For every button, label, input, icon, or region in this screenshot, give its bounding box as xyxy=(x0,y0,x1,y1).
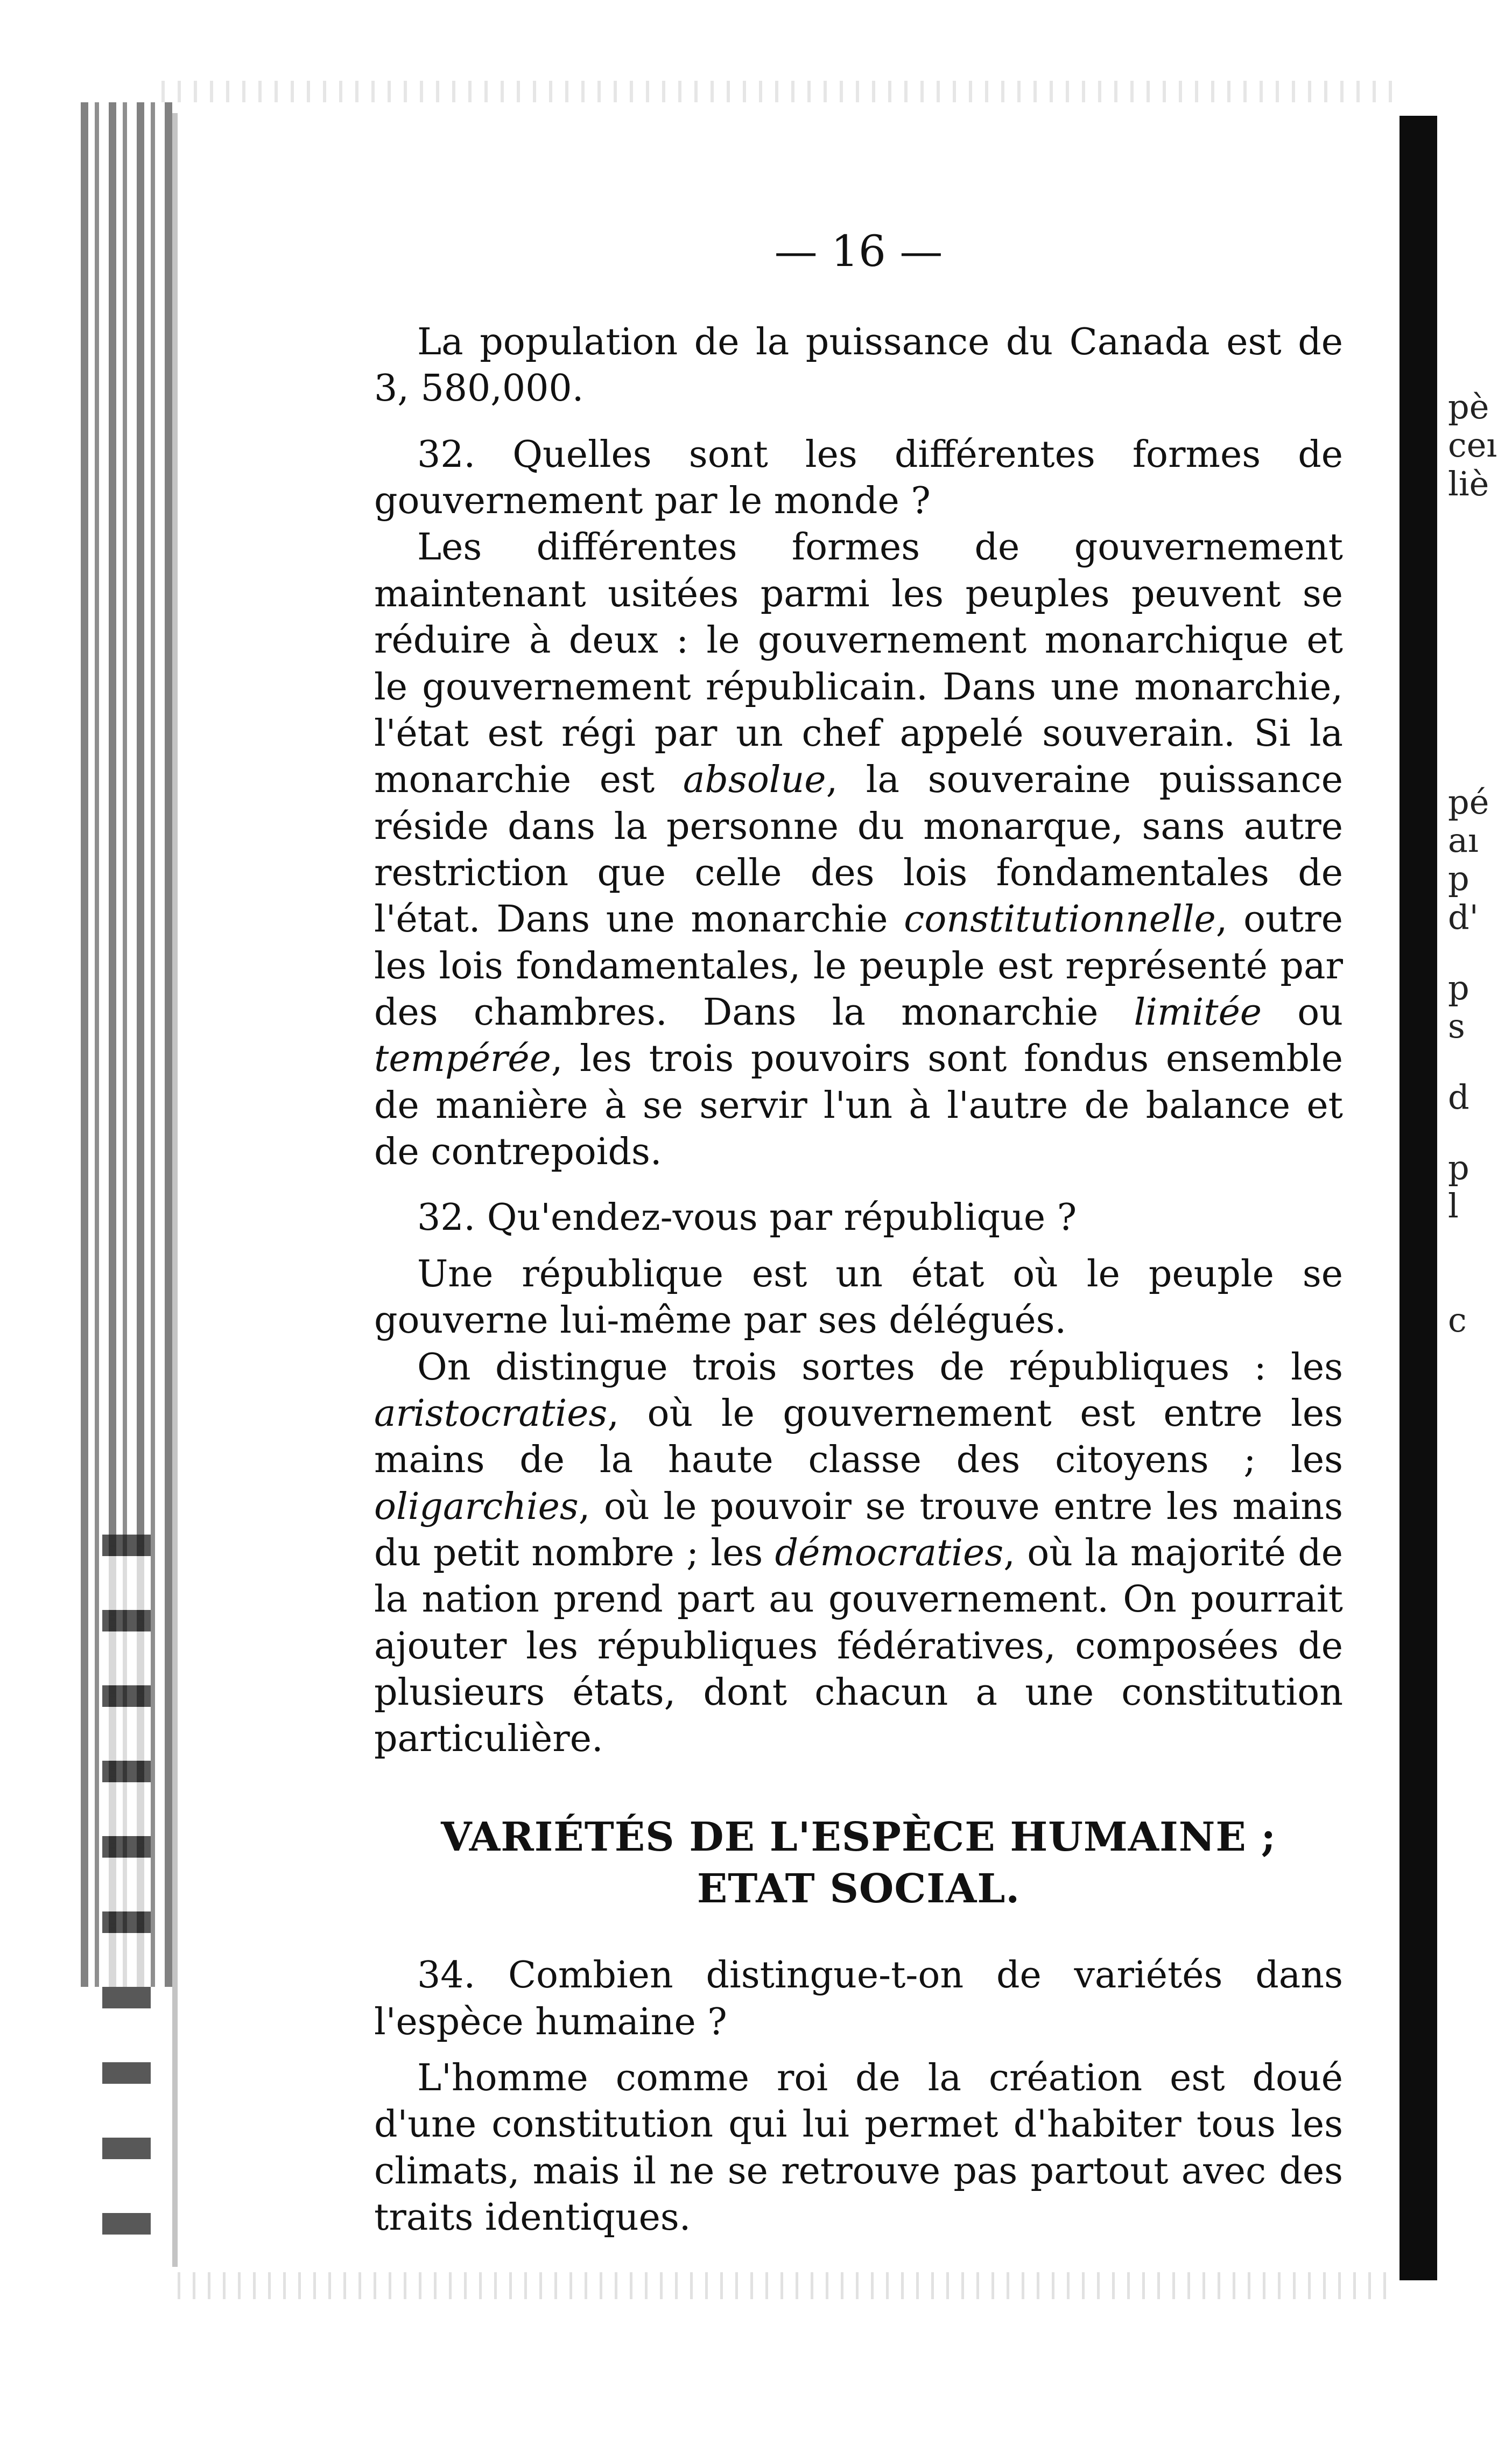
text-span: Les différentes formes de gouvernement maintenant usitées parmi les peuples peuvent se réduire à deux : le gouvernement monarchique et le gouvernement républicain. Dans une monarchie, l'état est régi par un chef appelé souverain. Si la monarchie est xyxy=(374,526,1343,802)
fragment: pè xyxy=(1448,387,1489,426)
question-34: 34. Combien distingue-t-on de variétés dans l'espèce humaine ? xyxy=(374,1954,1343,2043)
fragment: p xyxy=(1448,1147,1469,1187)
italic-term-constitutionnelle: constitutionnelle xyxy=(904,898,1216,941)
fragment: c xyxy=(1448,1300,1467,1340)
text-span: , où le gouvernement est entre les mains de la haute classe des citoyens ; les xyxy=(374,1392,1343,1482)
fragment: l xyxy=(1448,1186,1459,1226)
paragraph-population: La population de la puissance du Canada est de 3, 580,000. xyxy=(374,321,1343,410)
scan-top-noise xyxy=(161,81,1400,102)
text-span: , les trois pouvoirs sont fondus ensemble de manière à se servir l'un à l'autre de balance et de contrepoids. xyxy=(374,1038,1343,1174)
text-span: On distingue trois sortes de républiques : les xyxy=(417,1346,1343,1389)
italic-term-oligarchies: oligarchies xyxy=(374,1485,579,1528)
page-fold-line xyxy=(172,113,178,2267)
scan-binding-right xyxy=(1400,116,1437,2280)
italic-term-absolue: absolue xyxy=(683,759,826,802)
question-32-forms: 32. Quelles sont les différentes formes de gouvernement par le monde ? xyxy=(374,433,1343,523)
next-page-fragments xyxy=(1448,388,1507,1339)
section-heading-line-2: ETAT SOCIAL. xyxy=(697,1865,1021,1912)
answer-32-forms xyxy=(374,524,1343,1175)
fragment: pé xyxy=(1448,782,1489,822)
fragment: d' xyxy=(1448,897,1479,937)
section-heading xyxy=(374,1811,1343,1915)
scan-binding-marks xyxy=(102,1535,151,2288)
text-span: , outre les lois fondamentales, le peuple est représenté par des chambres. Dans la monarchie xyxy=(374,898,1343,1034)
answer-32-republique: Une république est un état où le peuple se gouverne lui-même par ses délégués. xyxy=(374,1252,1343,1342)
italic-term-temperee: tempérée xyxy=(374,1038,551,1081)
italic-term-limitee: limitée xyxy=(1134,991,1262,1034)
fragment: s xyxy=(1448,1006,1465,1046)
scan-bottom-noise xyxy=(178,2272,1389,2299)
page-number: — 16 — xyxy=(774,226,943,276)
section-heading-line-1: VARIÉTÉS DE L'ESPÈCE HUMAINE ; xyxy=(441,1813,1276,1860)
fragment: p xyxy=(1448,859,1469,899)
answer-32-types xyxy=(374,1344,1343,1763)
fragment: aı xyxy=(1448,821,1479,860)
text-span: , où le pouvoir se trouve entre les mains du petit nombre ; les xyxy=(374,1485,1343,1574)
fragment: liè xyxy=(1448,464,1489,503)
italic-term-democraties: démocraties xyxy=(775,1531,1004,1574)
text-span: , où la majorité de la nation prend part au gouvernement. On pourrait ajouter les républiques fédératives, composées de plusieurs états, dont chacun a une constitution particulière. xyxy=(374,1531,1343,1761)
fragment: ceı xyxy=(1448,425,1497,465)
question-32-republique: 32. Qu'endez-vous par république ? xyxy=(417,1196,1077,1239)
text-span: , la souveraine puissance réside dans la personne du monarque, sans autre restriction que celle des lois fondamentales de l'état. Dans une monarchie xyxy=(374,759,1343,941)
fragment: d xyxy=(1448,1077,1469,1117)
fragment: p xyxy=(1448,968,1469,1008)
italic-term-aristocraties: aristocraties xyxy=(374,1392,608,1435)
page-body xyxy=(374,226,1343,2241)
text-span: ou xyxy=(1262,991,1343,1034)
answer-34: L'homme comme roi de la création est doué d'une constitution qui lui permet d'habiter tous les climats, mais il ne se retrouve pas partout avec des traits identiques. xyxy=(374,2056,1343,2239)
